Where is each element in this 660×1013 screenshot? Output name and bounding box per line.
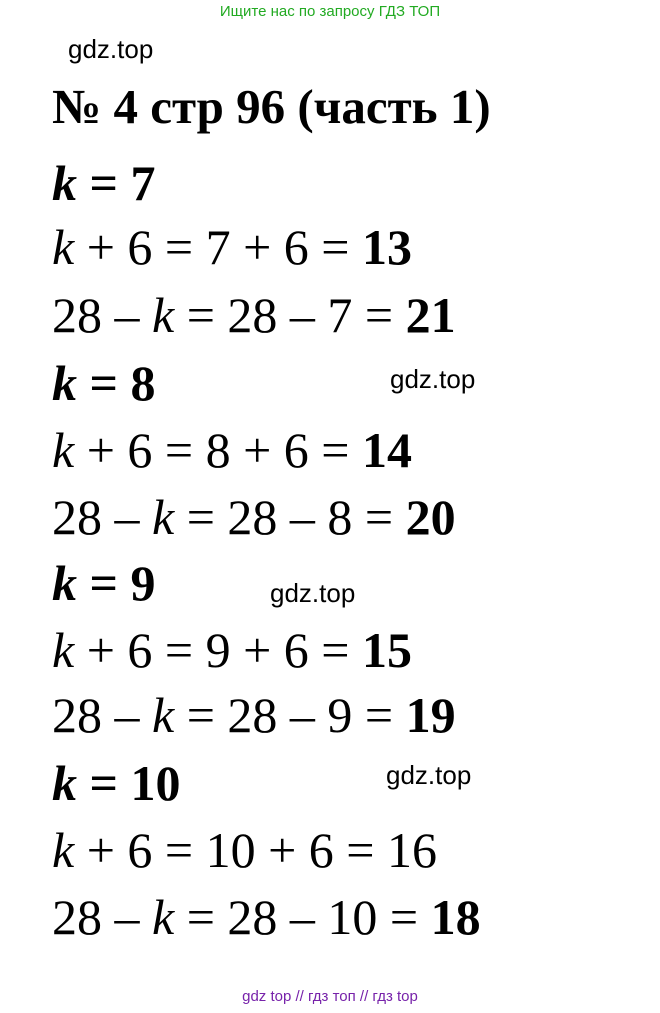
equation-result: 15 <box>362 622 412 678</box>
equation-result: 21 <box>405 287 456 343</box>
equation-text: + 6 = 9 + 6 = <box>74 622 362 678</box>
variable-k: k <box>52 555 77 611</box>
diff-equation-line <box>52 287 456 343</box>
equation-text: = 9 <box>77 555 156 611</box>
equation-text: + 6 = 10 + 6 = 16 <box>74 822 437 878</box>
equation-text: = 8 <box>77 355 156 411</box>
equation-text: = 28 – 8 = <box>174 489 406 545</box>
equation-prefix: 28 – <box>52 889 152 945</box>
watermark: gdz.top <box>386 760 472 790</box>
equation-text: = 7 <box>77 155 156 211</box>
variable-k: k <box>52 422 75 478</box>
sum-equation-line <box>52 822 437 878</box>
k-value-line <box>52 155 156 211</box>
watermark: gdz.top <box>390 364 476 394</box>
equation-text: = 28 – 10 = <box>174 889 431 945</box>
page-title: № 4 стр 96 (часть 1) <box>52 79 491 134</box>
diff-equation-line <box>52 889 481 945</box>
equation-text: = 28 – 7 = <box>174 287 406 343</box>
variable-k: k <box>52 822 75 878</box>
search-banner[interactable]: Ищите нас по запросу ГДЗ ТОП <box>219 3 441 20</box>
variable-k: k <box>52 755 77 811</box>
variable-k: k <box>152 489 175 545</box>
variable-k: k <box>152 687 175 743</box>
variable-k: k <box>52 355 77 411</box>
equation-text: = 10 <box>77 755 181 811</box>
variable-k: k <box>52 622 75 678</box>
equation-result: 19 <box>405 687 456 743</box>
watermark: gdz.top <box>68 34 154 64</box>
variable-k: k <box>152 889 175 945</box>
footer-links[interactable]: gdz top // гдз топ // гдз top <box>242 988 418 1005</box>
diff-equation-line <box>52 489 456 545</box>
equation-result: 18 <box>430 889 481 945</box>
variable-k: k <box>52 219 75 275</box>
k-value-line <box>52 755 181 811</box>
equation-result: 13 <box>362 219 412 275</box>
k-value-line <box>52 555 156 611</box>
equation-text: = 28 – 9 = <box>174 687 406 743</box>
watermark: gdz.top <box>270 578 356 608</box>
sum-equation-line <box>52 622 412 678</box>
equation-result: 14 <box>362 422 412 478</box>
sum-equation-line <box>52 219 412 275</box>
equation-text: + 6 = 7 + 6 = <box>74 219 362 275</box>
variable-k: k <box>152 287 175 343</box>
equation-prefix: 28 – <box>52 687 152 743</box>
equation-prefix: 28 – <box>52 489 152 545</box>
equation-prefix: 28 – <box>52 287 152 343</box>
variable-k: k <box>52 155 77 211</box>
k-value-line <box>52 355 156 411</box>
equation-result: 20 <box>405 489 456 545</box>
sum-equation-line <box>52 422 412 478</box>
diff-equation-line <box>52 687 456 743</box>
equation-text: + 6 = 8 + 6 = <box>74 422 362 478</box>
